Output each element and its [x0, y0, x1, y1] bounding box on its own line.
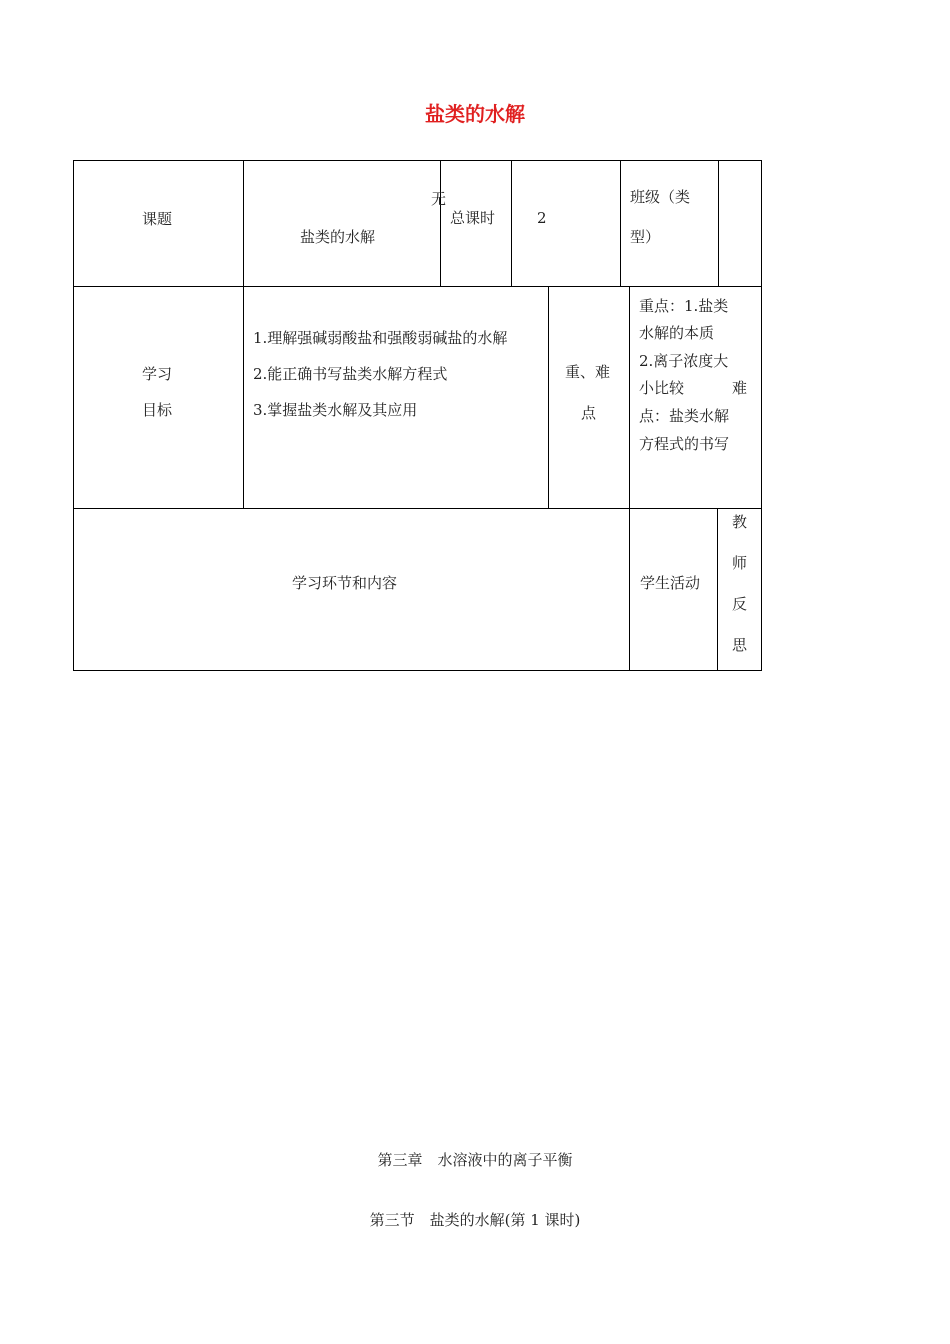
student-activity-label: 学生活动 [640, 574, 701, 592]
table-divider [440, 160, 441, 287]
objective-item: 3.掌握盐类水解及其应用 [253, 401, 418, 419]
objective-item: 2.能正确书写盐类水解方程式 [253, 365, 448, 383]
key-points-text: 点：盐类水解 [639, 407, 730, 425]
key-points-text: 难 [732, 379, 748, 397]
objectives-label: 学习 [142, 365, 173, 383]
key-points-label: 点 [581, 404, 597, 422]
table-divider [511, 160, 512, 287]
teacher-reflection-label: 反 [732, 595, 748, 613]
table-divider [548, 286, 549, 509]
table-divider [620, 160, 621, 287]
table-divider [717, 508, 718, 671]
total-hours-label: 总课时 [450, 209, 496, 227]
total-hours-value: 2 [537, 209, 547, 227]
key-points-label: 重、难 [565, 363, 611, 381]
unit-value: 无 [431, 190, 447, 208]
key-points-text: 小比较 [639, 379, 685, 397]
teacher-reflection-label: 教 [732, 513, 748, 531]
key-points-text: 重点：1.盐类 [639, 297, 729, 315]
key-points-text: 2.离子浓度大 [639, 352, 729, 370]
table-border-row2 [73, 508, 762, 509]
table-border-right [761, 160, 762, 671]
table-divider [718, 160, 719, 287]
table-divider [629, 286, 630, 671]
table-border-left [73, 160, 74, 671]
objective-item: 1.理解强碱弱酸盐和强酸弱碱盐的水解 [253, 329, 508, 347]
key-points-text: 方程式的书写 [639, 435, 730, 453]
table-border-row1 [73, 286, 762, 287]
content-label: 学习环节和内容 [292, 574, 398, 592]
page-title: 盐类的水解 [425, 102, 525, 126]
class-type-label: 班级（类 [630, 188, 691, 206]
teacher-reflection-label: 思 [732, 636, 748, 654]
key-points-text: 水解的本质 [639, 324, 715, 342]
topic-label: 课题 [142, 210, 173, 228]
objectives-label: 目标 [142, 401, 173, 419]
topic-value: 盐类的水解 [300, 228, 376, 246]
chapter-heading: 第三章 水溶液中的离子平衡 [377, 1151, 573, 1169]
class-type-label: 型） [630, 228, 661, 246]
table-divider [243, 160, 244, 509]
section-heading: 第三节 盐类的水解(第 1 课时) [369, 1211, 581, 1229]
teacher-reflection-label: 师 [732, 554, 748, 572]
table-border-top [73, 160, 762, 161]
table-border-bottom [73, 670, 762, 671]
